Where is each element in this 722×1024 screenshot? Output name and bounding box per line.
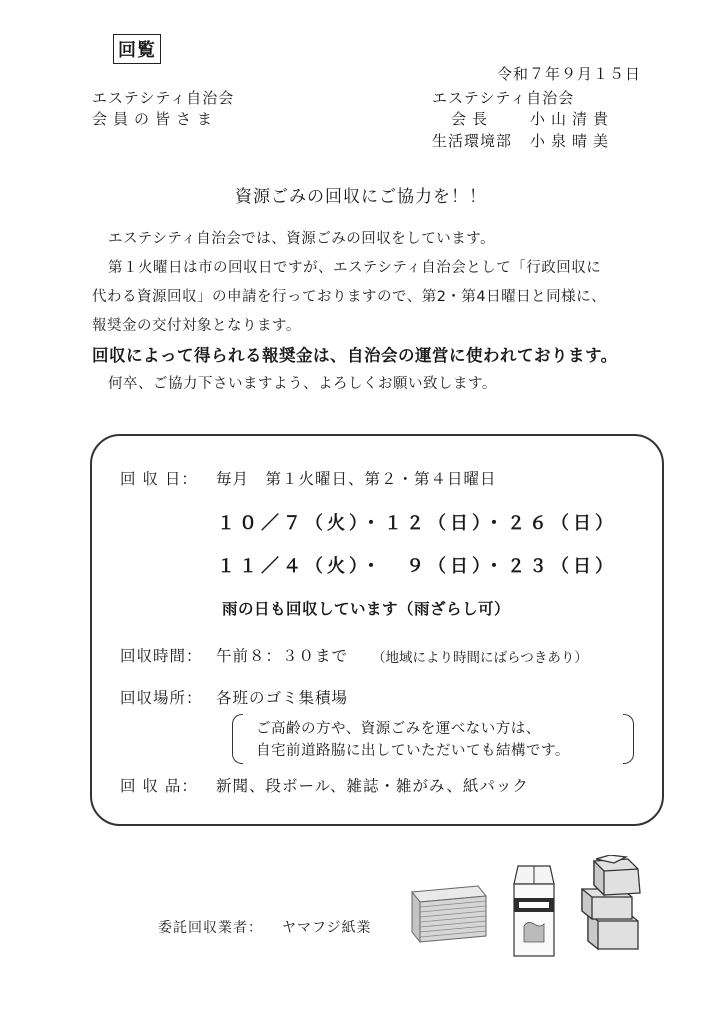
- paragraph-line: 第１火曜日は市の回収日ですが、エステシティ自治会として「行政回収に: [108, 260, 602, 276]
- place-note: [232, 714, 634, 766]
- page-title: 資源ごみの回収にご協力を！！: [235, 187, 487, 207]
- sender-president-role: 会長: [451, 110, 494, 128]
- sender-dept-name: 小泉晴美: [530, 132, 615, 150]
- collection-day-value: 毎月 第１火曜日、第２・第４日曜日: [216, 470, 497, 488]
- collection-dates-october: １０／７（火）・１２（日）・２６（日）: [217, 513, 617, 534]
- sender-dept-role: 生活環境部: [432, 132, 513, 150]
- collection-items-label: 回 収 品：: [120, 777, 198, 795]
- open-bracket: [232, 714, 243, 764]
- collection-place-label: 回収場所：: [120, 689, 203, 707]
- circulation-stamp: 回覧: [113, 34, 161, 64]
- place-note-line: ご高齢の方や、資源ごみを運べない方は、: [256, 721, 541, 737]
- sender-president-name: 小山清貴: [530, 110, 615, 128]
- newspaper-stack-icon: [408, 884, 490, 946]
- place-note-line: 自宅前道路脇に出していただいても結構です。: [256, 743, 570, 759]
- contractor-label: 委託回収業者：: [158, 920, 263, 936]
- collection-day-label: 回 収 日：: [120, 470, 198, 488]
- collection-dates-november: １１／４（火）・ ９（日）・２３（日）: [217, 556, 617, 577]
- recipient-org: エステシティ自治会: [92, 89, 235, 107]
- document-date: 令和７年９月１５日: [497, 65, 642, 83]
- contractor-name: ヤマフジ紙業: [282, 920, 372, 936]
- closing-line: 何卒、ご協力下さいますよう、よろしくお願い致します。: [108, 376, 497, 392]
- collection-time-note: （地域により時間にばらつきあり）: [372, 650, 588, 666]
- milk-carton-icon: [510, 864, 558, 958]
- paragraph-line: 代わる資源回収」の申請を行っておりますので、第2・第4日曜日と同様に、: [92, 289, 607, 305]
- collection-place-value: 各班のゴミ集積場: [216, 689, 349, 707]
- schedule-box: [90, 434, 664, 826]
- sender-org: エステシティ自治会: [432, 89, 575, 107]
- rain-notice: 雨の日も回収しています（雨ざらし可）: [222, 600, 511, 618]
- recipient-members: 会員の皆さま: [92, 110, 219, 128]
- paragraph-line: エステシティ自治会では、資源ごみの回収をしています。: [108, 231, 496, 247]
- collection-items-value: 新聞、段ボール、雑誌・雑がみ、紙パック: [216, 777, 529, 795]
- cardboard-boxes-icon: [574, 855, 648, 955]
- reward-notice: 回収によって得られる報奨金は、自治会の運営に使われております。: [92, 346, 618, 365]
- collection-time-value: 午前８：３０まで: [216, 647, 349, 665]
- close-bracket: [623, 714, 634, 764]
- paragraph-line: 報奨金の交付対象となります。: [92, 318, 301, 334]
- collection-time-label: 回収時間：: [120, 647, 203, 665]
